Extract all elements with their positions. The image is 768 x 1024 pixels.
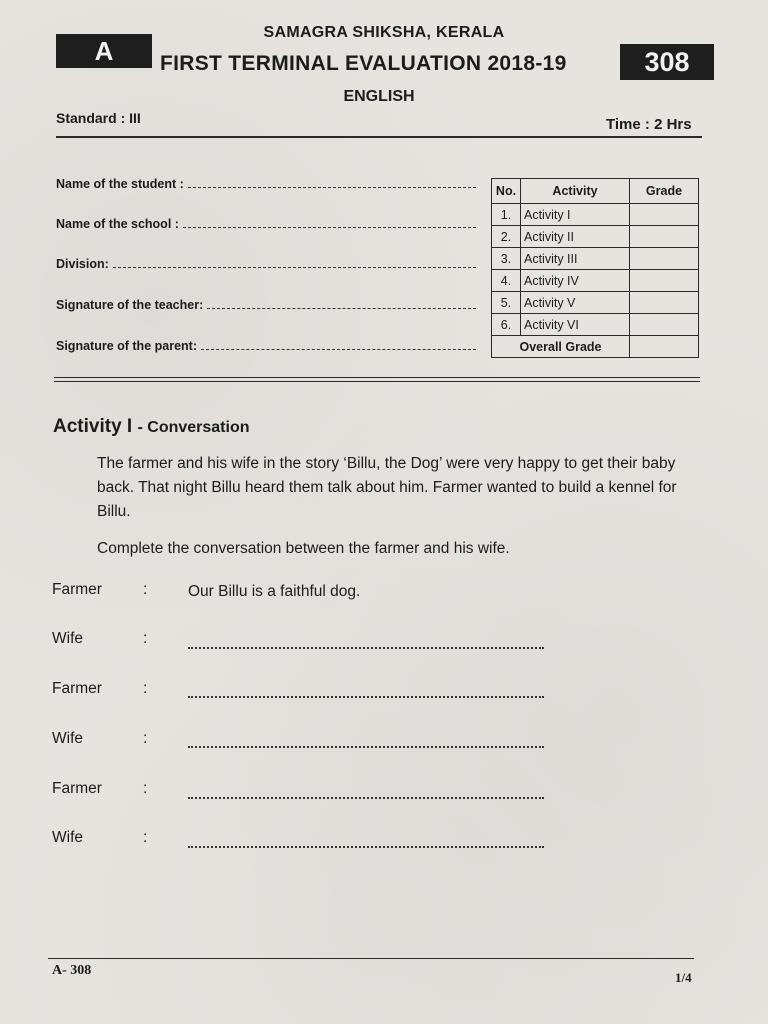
row-number: 6. bbox=[492, 314, 521, 336]
division-field[interactable] bbox=[56, 257, 476, 271]
time-label: Time : 2 Hrs bbox=[606, 116, 692, 133]
speaker-colon: : bbox=[143, 581, 148, 598]
table-row bbox=[492, 226, 699, 248]
speaker-colon: : bbox=[143, 630, 148, 647]
overall-grade-row bbox=[492, 336, 699, 358]
teacher-signature-field[interactable] bbox=[56, 298, 476, 312]
activity-paragraph: The farmer and his wife in the story ‘Billu, the Dog’ were very happy to get their baby back. That night Billu heard them talk about him. Farmer wanted to build a kennel for Billu. bbox=[97, 455, 677, 520]
column-header-grade: Grade bbox=[630, 179, 699, 204]
speaker-label: Farmer bbox=[52, 680, 102, 697]
paper-code-badge: 308 bbox=[620, 44, 714, 80]
organization-name: SAMAGRA SHIKSHA, KERALA bbox=[263, 24, 505, 41]
overall-grade-cell[interactable] bbox=[630, 336, 699, 358]
activity-name: Activity I bbox=[521, 204, 630, 226]
field-label: Name of the school : bbox=[56, 217, 179, 231]
table-row bbox=[492, 248, 699, 270]
answer-line[interactable] bbox=[188, 796, 544, 799]
activity-heading bbox=[53, 416, 250, 438]
column-header-no: No. bbox=[492, 179, 521, 204]
activity-title: Activity I bbox=[53, 416, 133, 437]
field-label: Signature of the parent: bbox=[56, 339, 197, 353]
header-divider bbox=[56, 136, 702, 138]
grade-table bbox=[491, 178, 699, 358]
standard-label: Standard : III bbox=[56, 110, 141, 126]
answer-line[interactable] bbox=[188, 745, 544, 748]
section-divider-bottom bbox=[54, 381, 700, 382]
fill-line bbox=[207, 299, 476, 309]
grade-table-header bbox=[492, 179, 699, 204]
speaker-label: Farmer bbox=[52, 780, 102, 797]
fill-line bbox=[201, 340, 476, 350]
speaker-colon: : bbox=[143, 780, 148, 797]
row-number: 3. bbox=[492, 248, 521, 270]
field-label: Signature of the teacher: bbox=[56, 298, 204, 312]
speaker-label: Wife bbox=[52, 730, 83, 747]
field-label: Division: bbox=[56, 257, 109, 271]
table-row bbox=[492, 314, 699, 336]
table-row bbox=[492, 204, 699, 226]
section-divider-top bbox=[54, 377, 700, 378]
speaker-colon: : bbox=[143, 829, 148, 846]
row-number: 2. bbox=[492, 226, 521, 248]
page-number: 1/4 bbox=[675, 970, 692, 985]
speaker-colon: : bbox=[143, 730, 148, 747]
student-name-field[interactable] bbox=[56, 177, 476, 191]
speaker-label: Farmer bbox=[52, 581, 102, 598]
activity-name: Activity V bbox=[521, 292, 630, 314]
footer-code: A- 308 bbox=[52, 963, 92, 978]
fill-line bbox=[188, 178, 476, 188]
dialogue-text: Our Billu is a faithful dog. bbox=[188, 583, 361, 600]
parent-signature-field[interactable] bbox=[56, 339, 476, 353]
exam-title: FIRST TERMINAL EVALUATION 2018-19 bbox=[160, 52, 567, 75]
activity-name: Activity II bbox=[521, 226, 630, 248]
activity-name: Activity VI bbox=[521, 314, 630, 336]
column-header-activity: Activity bbox=[521, 179, 630, 204]
row-number: 1. bbox=[492, 204, 521, 226]
answer-line[interactable] bbox=[188, 646, 544, 649]
activity-instruction: Complete the conversation between the farmer and his wife. bbox=[97, 540, 510, 557]
grade-cell[interactable] bbox=[630, 314, 699, 336]
grade-cell[interactable] bbox=[630, 292, 699, 314]
grade-cell[interactable] bbox=[630, 248, 699, 270]
footer-divider bbox=[48, 958, 694, 959]
grade-cell[interactable] bbox=[630, 270, 699, 292]
speaker-label: Wife bbox=[52, 829, 83, 846]
overall-grade-label: Overall Grade bbox=[492, 336, 630, 358]
speaker-colon: : bbox=[143, 680, 148, 697]
field-label: Name of the student : bbox=[56, 177, 184, 191]
speaker-label: Wife bbox=[52, 630, 83, 647]
fill-line bbox=[183, 218, 476, 228]
set-label-badge: A bbox=[56, 34, 152, 68]
fill-line bbox=[113, 258, 476, 268]
activity-subtitle: - Conversation bbox=[137, 419, 250, 436]
answer-line[interactable] bbox=[188, 695, 544, 698]
activity-name: Activity IV bbox=[521, 270, 630, 292]
answer-line[interactable] bbox=[188, 845, 544, 848]
table-row bbox=[492, 270, 699, 292]
table-row bbox=[492, 292, 699, 314]
school-name-field[interactable] bbox=[56, 217, 476, 231]
grade-cell[interactable] bbox=[630, 204, 699, 226]
row-number: 5. bbox=[492, 292, 521, 314]
subject-title: ENGLISH bbox=[343, 88, 415, 105]
grade-cell[interactable] bbox=[630, 226, 699, 248]
row-number: 4. bbox=[492, 270, 521, 292]
activity-name: Activity III bbox=[521, 248, 630, 270]
